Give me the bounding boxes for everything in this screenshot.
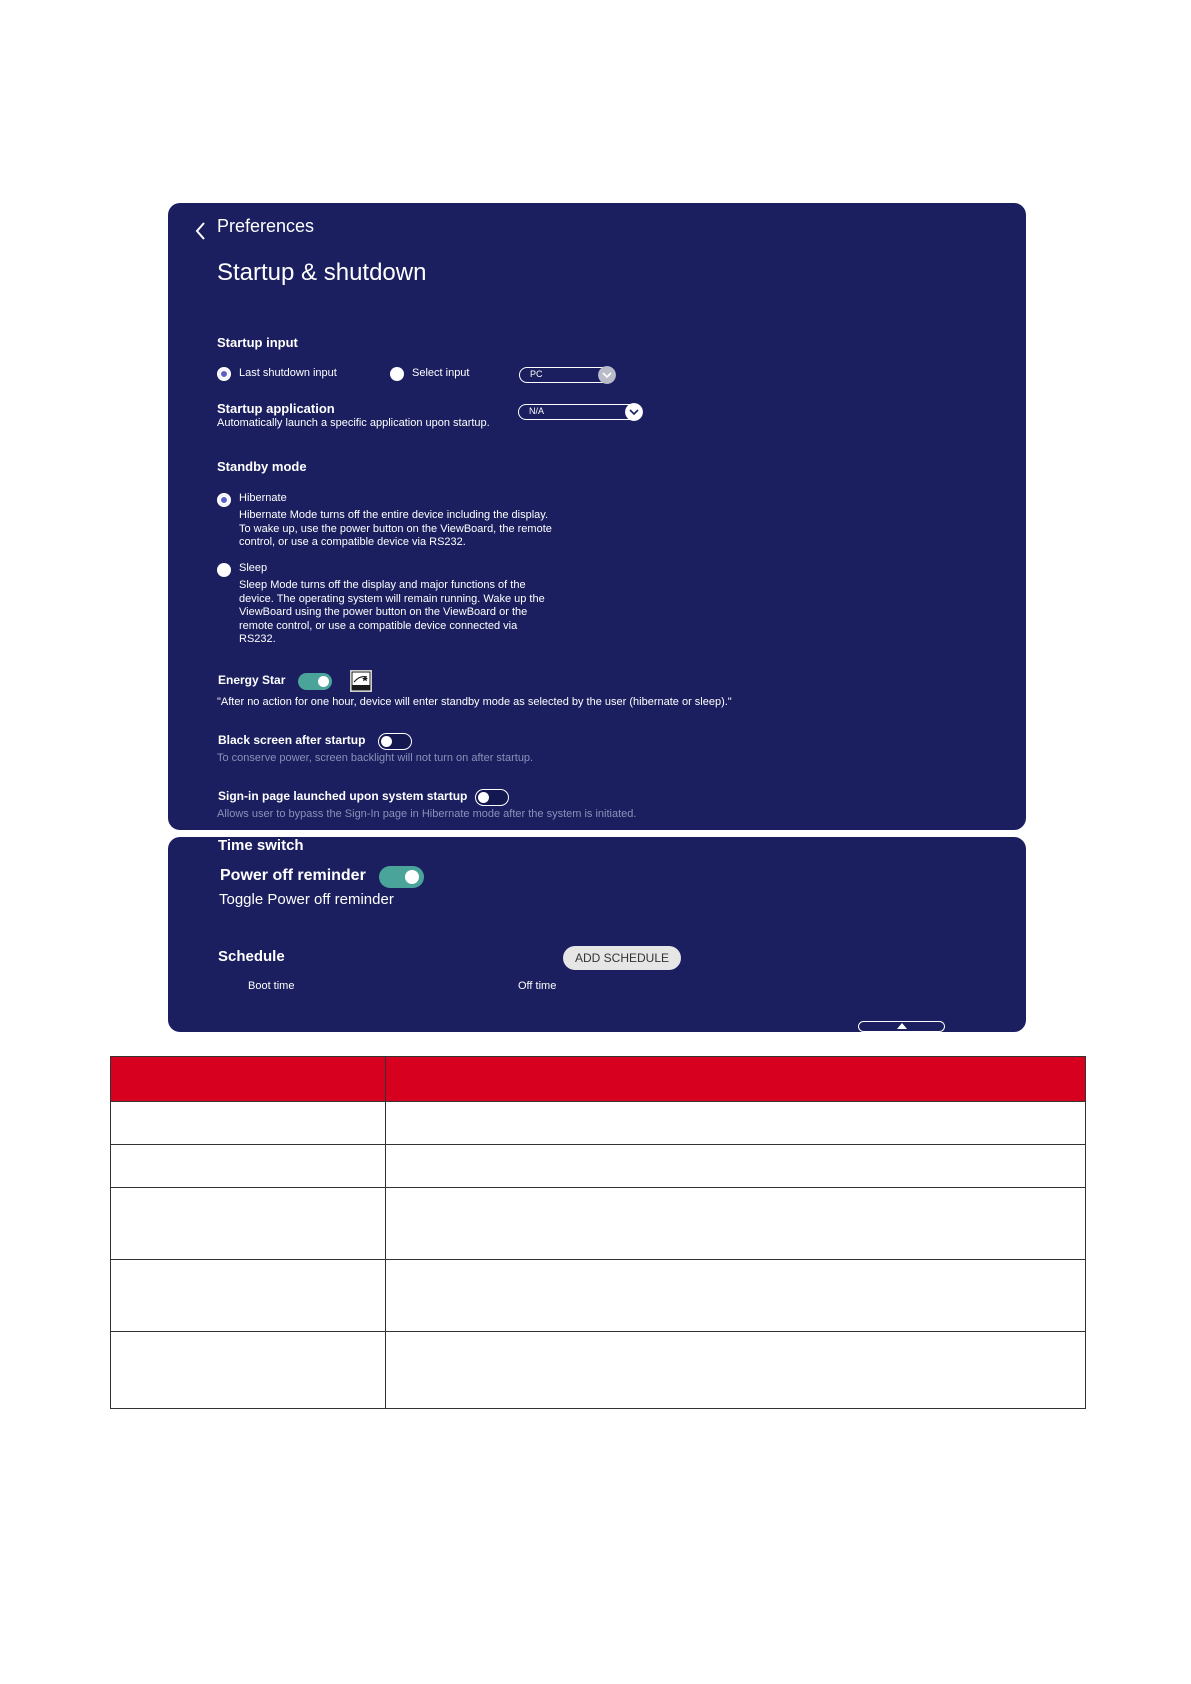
table-cell xyxy=(111,1188,386,1260)
table-row xyxy=(111,1332,1086,1409)
hibernate-description: Hibernate Mode turns off the entire device including the display. To wake up, use the power button on the ViewBoard, the remote control, or use a compatible device via RS232. xyxy=(239,509,552,548)
toggle-knob xyxy=(405,870,419,884)
startup-application-description: Automatically launch a specific application upon startup. xyxy=(217,417,490,429)
power-off-reminder-label: Power off reminder xyxy=(220,867,366,884)
toggle-knob xyxy=(478,792,489,803)
toggle-knob xyxy=(381,736,392,747)
startup-shutdown-panel xyxy=(168,203,1026,830)
sleep-description: Sleep Mode turns off the display and major functions of the device. The operating system will remain running. Wake up the ViewBoard using the power button on the ViewBoard or the remote control, or use a compatible device connected via RS232. xyxy=(239,579,545,645)
startup-application-value: N/A xyxy=(529,406,545,416)
table-row xyxy=(111,1188,1086,1260)
table-cell xyxy=(386,1332,1086,1409)
table-cell xyxy=(111,1145,386,1188)
page-title: Startup & shutdown xyxy=(217,259,427,286)
radio-label-last-shutdown-input: Last shutdown input xyxy=(239,367,337,379)
table-row xyxy=(111,1260,1086,1332)
time-switch-panel xyxy=(168,837,1026,1032)
toggle-knob xyxy=(318,676,329,687)
table-header-cell xyxy=(386,1057,1086,1102)
input-source-value: PC xyxy=(530,369,543,379)
chevron-down-icon xyxy=(625,403,643,421)
signin-page-toggle[interactable] xyxy=(475,789,509,806)
table-cell xyxy=(386,1188,1086,1260)
radio-label-hibernate: Hibernate xyxy=(239,492,287,504)
energy-star-toggle[interactable] xyxy=(298,673,332,690)
table-header-row xyxy=(111,1057,1086,1102)
power-off-reminder-description: Toggle Power off reminder xyxy=(219,891,394,908)
schedule-heading: Schedule xyxy=(218,948,285,965)
black-screen-description: To conserve power, screen backlight will not turn on after startup. xyxy=(217,752,534,764)
standby-mode-heading: Standby mode xyxy=(217,459,307,474)
power-off-reminder-toggle[interactable] xyxy=(379,866,424,888)
input-source-dropdown[interactable] xyxy=(519,367,615,383)
energy-star-label: Energy Star xyxy=(218,673,286,687)
radio-select-input[interactable] xyxy=(390,367,404,381)
table-cell xyxy=(386,1260,1086,1332)
black-screen-toggle[interactable] xyxy=(378,733,412,750)
off-time-column-label: Off time xyxy=(518,980,557,992)
table-cell xyxy=(386,1102,1086,1145)
table-row xyxy=(111,1145,1086,1188)
startup-application-dropdown[interactable] xyxy=(518,404,642,420)
signin-page-label: Sign-in page launched upon system startup xyxy=(218,789,468,803)
signin-page-description: Allows user to bypass the Sign-In page in Hibernate mode after the system is initiated. xyxy=(217,808,637,820)
table-cell xyxy=(111,1102,386,1145)
radio-sleep[interactable] xyxy=(217,563,231,577)
startup-input-heading: Startup input xyxy=(217,335,298,350)
back-link-preferences[interactable]: Preferences xyxy=(217,216,315,236)
spec-table xyxy=(110,1056,1086,1409)
energy-star-note: "After no action for one hour, device will enter standby mode as selected by the user (hibernate or sleep)." xyxy=(217,696,732,708)
table-row xyxy=(111,1102,1086,1145)
energy-star-logo-icon xyxy=(350,670,372,692)
radio-label-sleep: Sleep xyxy=(239,562,268,574)
radio-hibernate[interactable] xyxy=(217,493,231,507)
scroll-up-handle[interactable] xyxy=(858,1021,945,1032)
caret-up-icon xyxy=(897,1023,907,1029)
startup-application-heading: Startup application xyxy=(217,401,335,416)
radio-last-shutdown-input[interactable] xyxy=(217,367,231,381)
add-schedule-button[interactable]: ADD SCHEDULE xyxy=(563,946,681,970)
energy-star-logo-graphic xyxy=(351,671,371,691)
chevron-down-icon xyxy=(598,366,616,384)
radio-label-select-input: Select input xyxy=(412,367,470,379)
black-screen-label: Black screen after startup xyxy=(218,733,366,747)
boot-time-column-label: Boot time xyxy=(248,980,295,992)
back-arrow-icon[interactable] xyxy=(192,219,210,243)
table-header-cell xyxy=(111,1057,386,1102)
time-switch-heading: Time switch xyxy=(218,837,304,854)
table-cell xyxy=(111,1260,386,1332)
table-cell xyxy=(111,1332,386,1409)
table-cell xyxy=(386,1145,1086,1188)
